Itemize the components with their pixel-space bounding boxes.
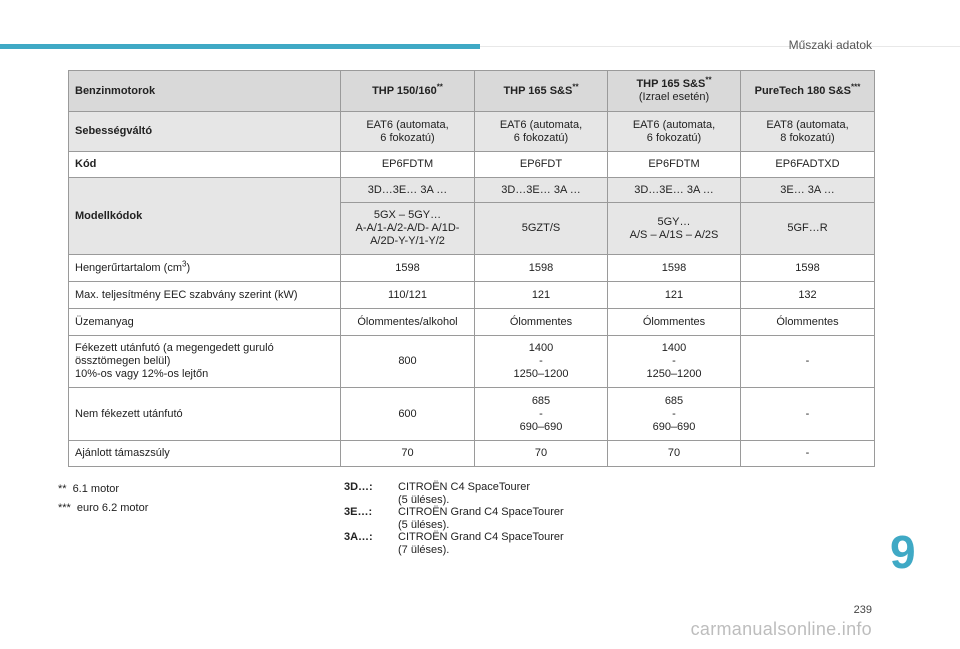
table-cell: 3E… 3A … bbox=[741, 178, 875, 203]
model-legend-item: 3D…: CITROËN C4 SpaceTourer (5 üléses). bbox=[344, 481, 531, 506]
table-cell: 5GZT/S bbox=[475, 203, 608, 255]
table-row bbox=[69, 336, 875, 388]
table-cell: 121 bbox=[475, 282, 608, 309]
header-puretech180: PureTech 180 S&S*** bbox=[741, 71, 875, 112]
table-cell: 70 bbox=[475, 441, 608, 467]
row-label-code: Kód bbox=[69, 152, 341, 178]
table-cell: Ólommentes bbox=[608, 309, 741, 336]
table-row bbox=[69, 309, 875, 336]
table-row bbox=[69, 178, 875, 203]
footnote-item: *** euro 6.2 motor bbox=[58, 502, 149, 514]
table-row bbox=[69, 388, 875, 441]
row-label-model-codes: Modellkódok bbox=[69, 178, 341, 255]
model-legend-item: 3E…: CITROËN Grand C4 SpaceTourer (5 üléses). bbox=[344, 506, 564, 531]
table-cell: EAT8 (automata, 8 fokozatú) bbox=[741, 112, 875, 152]
table-cell: 1598 bbox=[741, 255, 875, 282]
row-label-power: Max. teljesítmény EEC szabvány szerint (kW) bbox=[69, 282, 341, 309]
table-cell: EAT6 (automata, 6 fokozatú) bbox=[608, 112, 741, 152]
footnotes bbox=[58, 481, 148, 519]
table-cell: 5GF…R bbox=[741, 203, 875, 255]
table-cell: - bbox=[741, 388, 875, 441]
table-row bbox=[69, 282, 875, 309]
table-row bbox=[69, 112, 875, 152]
header-thp165: THP 165 S&S** bbox=[475, 71, 608, 112]
table-cell: 600 bbox=[341, 388, 475, 441]
table-cell: 800 bbox=[341, 336, 475, 388]
table-header-row bbox=[69, 71, 875, 112]
table-cell: 685 - 690–690 bbox=[475, 388, 608, 441]
table-cell: 5GX – 5GY… A-A/1-A/2-A/D- A/1D- A/2D-Y-Y/1-Y/2 bbox=[341, 203, 475, 255]
table-cell: - bbox=[741, 441, 875, 467]
table-cell: 5GY… A/S – A/1S – A/2S bbox=[608, 203, 741, 255]
section-title: Műszaki adatok bbox=[788, 38, 872, 52]
table-cell: 1400 - 1250–1200 bbox=[475, 336, 608, 388]
table-cell: EP6FDT bbox=[475, 152, 608, 178]
table-cell: Ólommentes bbox=[741, 309, 875, 336]
table-row bbox=[69, 255, 875, 282]
row-label-gearbox: Sebességváltó bbox=[69, 112, 341, 152]
table-cell: Ólommentes/alkohol bbox=[341, 309, 475, 336]
header-engine-type: Benzinmotorok bbox=[69, 71, 341, 112]
table-cell: 3D…3E… 3A … bbox=[608, 178, 741, 203]
row-label-displacement: Hengerűrtartalom $(cm^3)$ bbox=[69, 255, 341, 282]
table-row bbox=[69, 441, 875, 467]
table-cell: 3D…3E… 3A … bbox=[341, 178, 475, 203]
table-cell: 132 bbox=[741, 282, 875, 309]
model-legend bbox=[344, 481, 618, 556]
table-row bbox=[69, 152, 875, 178]
chapter-number: 9 bbox=[890, 526, 916, 578]
table-cell: EAT6 (automata, 6 fokozatú) bbox=[475, 112, 608, 152]
table-cell: 1598 bbox=[608, 255, 741, 282]
row-label-unbraked-trailer: Nem fékezett utánfutó bbox=[69, 388, 341, 441]
table-cell: 1400 - 1250–1200 bbox=[608, 336, 741, 388]
watermark: carmanualsonline.info bbox=[690, 619, 872, 639]
row-label-nose-weight: Ajánlott támaszsúly bbox=[69, 441, 341, 467]
table-cell: 70 bbox=[608, 441, 741, 467]
header-thp165-israel: THP 165 S&S** (Izrael esetén) bbox=[608, 71, 741, 112]
row-label-fuel: Üzemanyag bbox=[69, 309, 341, 336]
header-rule bbox=[480, 46, 960, 47]
engine-spec-table bbox=[68, 70, 875, 467]
table-cell: 110/121 bbox=[341, 282, 475, 309]
row-label-braked-trailer: Fékezett utánfutó (a megengedett guruló össztömegen belül) 10%-os vagy 12%-os lejtőn bbox=[69, 336, 341, 388]
table-cell: 685 - 690–690 bbox=[608, 388, 741, 441]
table-cell: EP6FADTXD bbox=[741, 152, 875, 178]
table-cell: EP6FDTM bbox=[341, 152, 475, 178]
table-cell: 1598 bbox=[475, 255, 608, 282]
table-cell: Ólommentes bbox=[475, 309, 608, 336]
table-cell: EAT6 (automata, 6 fokozatú) bbox=[341, 112, 475, 152]
page-number: 239 bbox=[853, 604, 872, 616]
model-legend-item: 3A…: CITROËN Grand C4 SpaceTourer (7 üléses). bbox=[344, 531, 564, 556]
footnote-item: ** 6.1 motor bbox=[58, 483, 120, 495]
table-cell: 121 bbox=[608, 282, 741, 309]
table-cell: 70 bbox=[341, 441, 475, 467]
table-cell: - bbox=[741, 336, 875, 388]
table-cell: 3D…3E… 3A … bbox=[475, 178, 608, 203]
header-thp150: THP 150/160** bbox=[341, 71, 475, 112]
table-cell: EP6FDTM bbox=[608, 152, 741, 178]
header-accent-bar bbox=[0, 44, 480, 49]
table-cell: 1598 bbox=[341, 255, 475, 282]
